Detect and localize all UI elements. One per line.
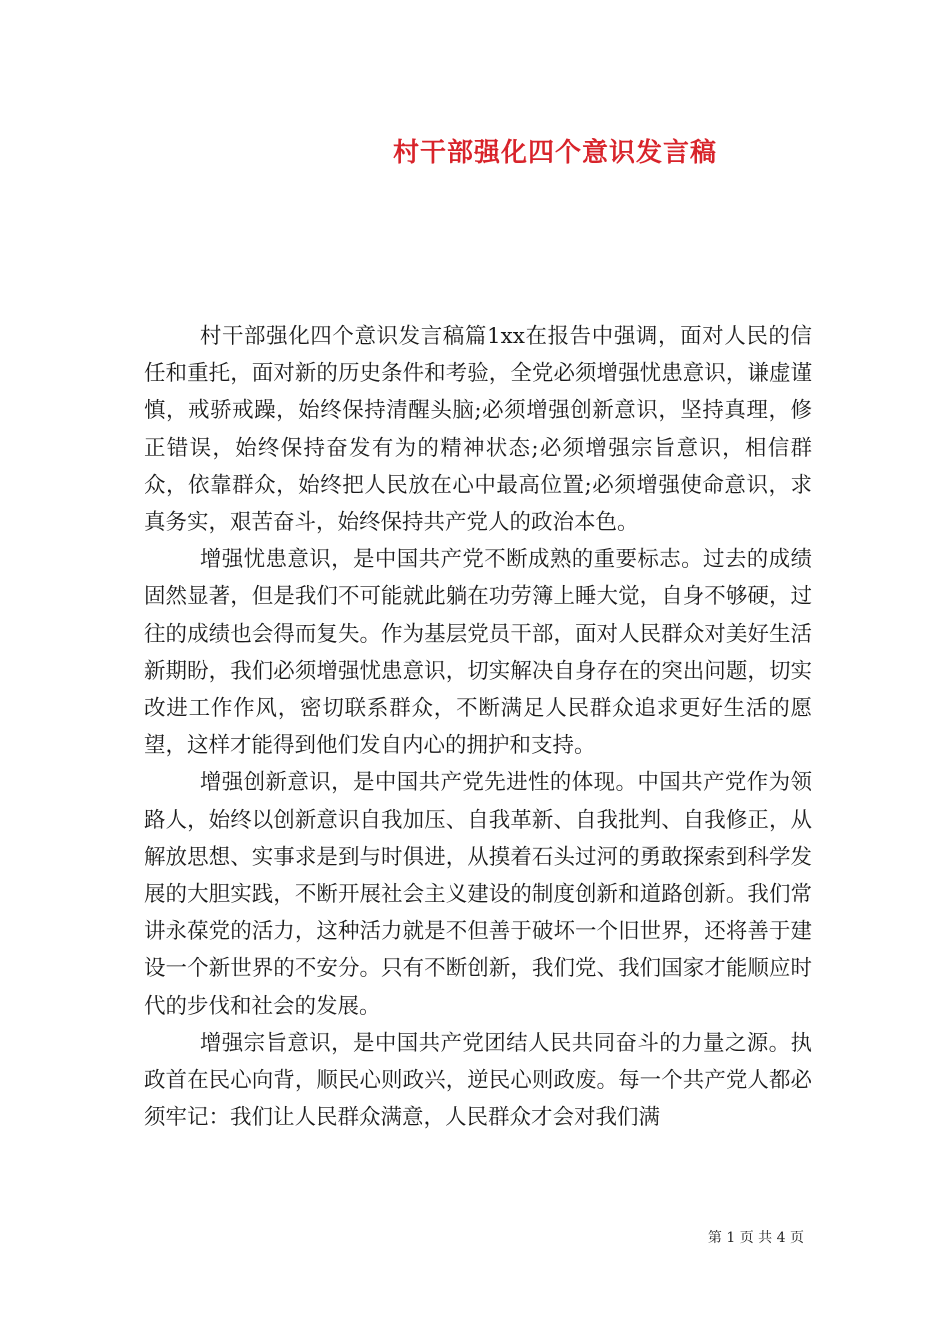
paragraph-2: 增强忧患意识，是中国共产党不断成熟的重要标志。过去的成绩固然显著，但是我们不可能就此躺在功劳簿上睡大觉，自身不够硬，过往的成绩也会得而复失。作为基层党员干部，面对人民群众对美好生活新期盼，我们必须增强忧患意识，切实解决自身存在的突出问题，切实改进工作作风，密切联系群众，不断满足人民群众追求更好生活的愿望，这样才能得到他们发自内心的拥护和支持。 <box>144 547 812 759</box>
page-number-footer: 第 1 页 共 4 页 <box>707 1230 804 1246</box>
paragraph-1: 村干部强化四个意识发言稿篇1xx在报告中强调，面对人民的信任和重托，面对新的历史条件和考验，全党必须增强忧患意识，谦虚谨慎，戒骄戒躁，始终保持清醒头脑;必须增强创新意识，坚持真理，修正错误，始终保持奋发有为的精神状态;必须增强宗旨意识，相信群众，依靠群众，始终把人民放在心中最高位置;必须增强使命意识，求真务实，艰苦奋斗，始终保持共产党人的政治本色。 <box>144 324 812 536</box>
document-title: 村干部强化四个意识发言稿 <box>392 138 717 168</box>
paragraph-4: 增强宗旨意识，是中国共产党团结人民共同奋斗的力量之源。执政首在民心向背，顺民心则政兴，逆民心则政废。每一个共产党人都必须牢记：我们让人民群众满意，人民群众才会对我们满 <box>144 1030 812 1131</box>
document-body <box>144 318 812 1136</box>
paragraph-3: 增强创新意识，是中国共产党先进性的体现。中国共产党作为领路人，始终以创新意识自我加压、自我革新、自我批判、自我修正，从解放思想、实事求是到与时俱进，从摸着石头过河的勇敢探索到科学发展的大胆实践，不断开展社会主义建设的制度创新和道路创新。我们常讲永葆党的活力，这种活力就是不但善于破坏一个旧世界，还将善于建设一个新世界的不安分。只有不断创新，我们党、我们国家才能顺应时代的步伐和社会的发展。 <box>144 770 812 1019</box>
